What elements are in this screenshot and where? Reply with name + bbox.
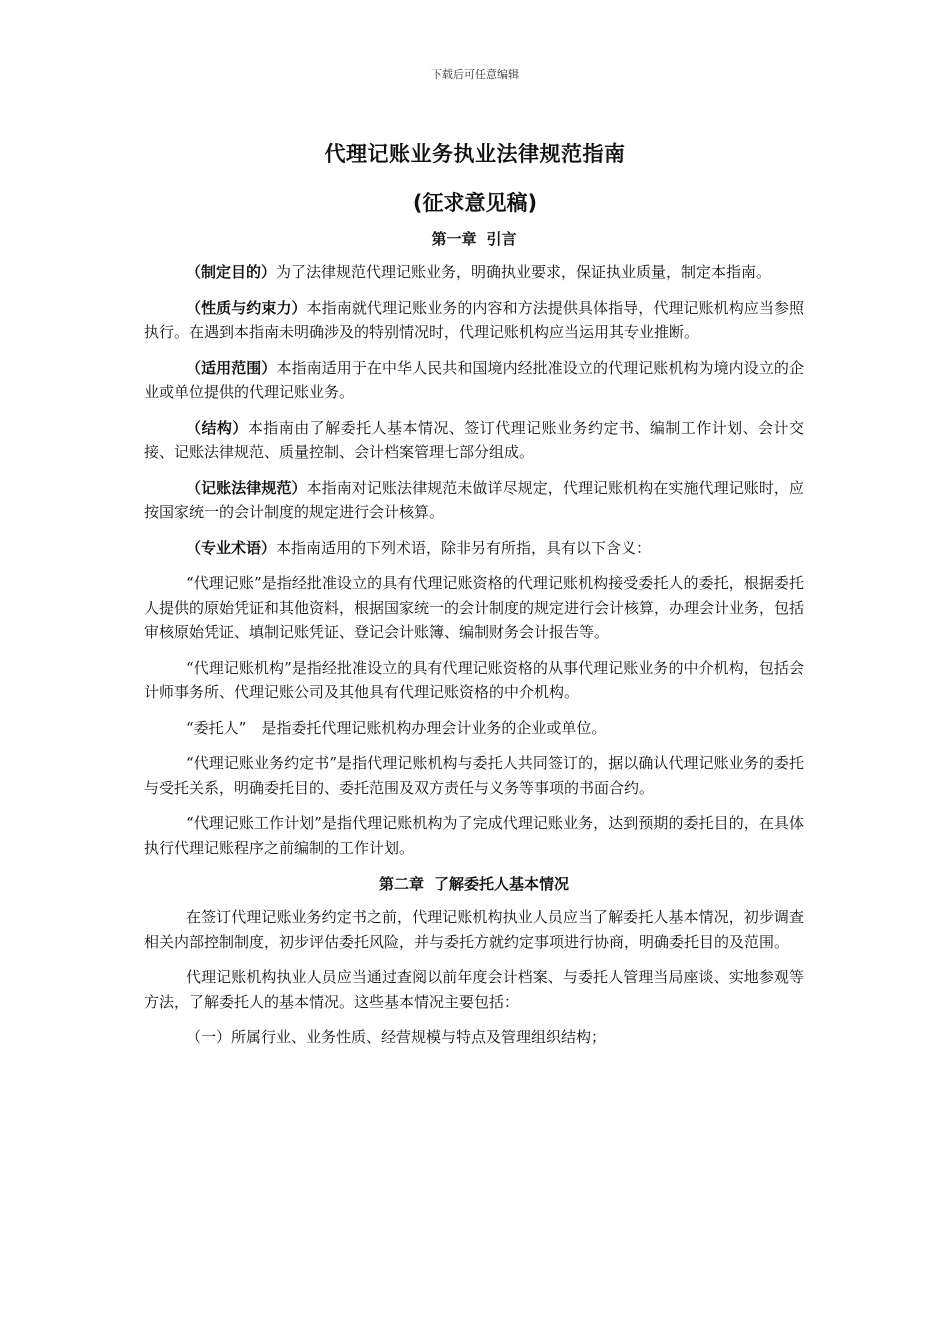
chapter-1-label: 第一章	[431, 230, 477, 248]
paragraph-text: 本指南适用的下列术语，除非另有所指，具有以下含义：	[276, 538, 652, 557]
paragraph-structure	[144, 416, 804, 465]
paragraph-text: “代理记账”是指经批准设立的具有代理记账资格的代理记账机构接受委托人的委托，根据委托人提供的原始凭证和其他资料，根据国家统一的会计制度的规定进行会计核算，办理会计业务，包括审核原始凭证、填制记账凭证、登记会计账簿、编制财务会计报告等。	[144, 574, 805, 641]
paragraph-lead: （性质与约束力）	[186, 298, 307, 317]
paragraph-terms	[144, 536, 804, 561]
definition-bookkeeping	[144, 571, 804, 645]
paragraph-text: 在签订代理记账业务约定书之前，代理记账机构执业人员应当了解委托人基本情况，初步调查相关内部控制制度，初步评估委托风险，并与委托方就约定事项进行协商，明确委托目的及范围。	[144, 908, 804, 951]
header-note: 下载后可任意编辑	[431, 68, 519, 81]
chapter-1-name: 引言	[486, 230, 517, 248]
paragraph-lead: （专业术语）	[186, 538, 277, 557]
paragraph-client-methods	[144, 965, 804, 1014]
paragraph-text: “代理记账业务约定书”是指代理记账机构与委托人共同签订的，据以确认代理记账业务的委托与受托关系，明确委托目的、委托范围及双方责任与义务等事项的书面合约。	[144, 754, 804, 797]
chapter-2-heading	[144, 871, 804, 897]
paragraph-lead: （适用范围）	[186, 358, 277, 377]
paragraph-client-overview	[144, 905, 804, 954]
definition-client	[144, 716, 804, 741]
definition-agency	[144, 656, 804, 705]
paragraph-bookkeeping-rules	[144, 476, 804, 525]
paragraph-lead: （记账法律规范）	[186, 478, 307, 497]
paragraph-text: 本指南对记账法律规范未做详尽规定，代理记账机构在实施代理记账时，应按国家统一的会计制度的规定进行会计核算。	[144, 478, 804, 521]
paragraph-scope	[144, 356, 804, 405]
definition-work-plan	[144, 811, 804, 860]
document-body	[144, 226, 804, 1061]
paragraph-purpose	[144, 260, 804, 285]
paragraph-text: 为了法律规范代理记账业务，明确执业要求，保证执业质量，制定本指南。	[276, 263, 772, 281]
chapter-2-name: 了解委托人基本情况	[434, 875, 570, 893]
paragraph-text: 本指南就代理记账业务的内容和方法提供具体指导，代理记账机构应当参照执行。在遇到本指南未明确涉及的特别情况时，代理记账机构应当运用其专业推断。	[144, 298, 804, 341]
paragraph-lead: （结构）	[186, 418, 248, 437]
definition-engagement-letter	[144, 751, 804, 800]
list-item-1	[144, 1025, 804, 1050]
paragraph-lead: （制定目的）	[186, 263, 277, 281]
chapter-2-label: 第二章	[378, 875, 424, 893]
paragraph-text: 本指南由了解委托人基本情况、签订代理记账业务约定书、编制工作计划、会计交接、记账法律规范、质量控制、会计档案管理七部分组成。	[144, 418, 804, 461]
paragraph-text: 本指南适用于在中华人民共和国境内经批准设立的代理记账机构为境内设立的企业或单位提供的代理记账业务。	[144, 358, 804, 401]
chapter-1-heading	[144, 226, 804, 252]
paragraph-nature	[144, 296, 804, 345]
paragraph-text: “代理记账机构”是指经批准设立的具有代理记账资格的从事代理记账业务的中介机构，包括会计师事务所、代理记账公司及其他具有代理记账资格的中介机构。	[144, 658, 804, 701]
paragraph-text: 代理记账机构执业人员应当通过查阅以前年度会计档案、与委托人管理当局座谈、实地参观等方法，了解委托人的基本情况。这些基本情况主要包括：	[144, 968, 804, 1011]
paragraph-text: “代理记账工作计划”是指代理记账机构为了完成代理记账业务，达到预期的委托目的，在具体执行代理记账程序之前编制的工作计划。	[144, 814, 804, 857]
document-subtitle: (征求意见稿)	[412, 191, 538, 215]
document-title: 代理记账业务执业法律规范指南	[324, 142, 626, 166]
paragraph-text: “委托人” 是指委托代理记账机构办理会计业务的企业或单位。	[186, 718, 607, 737]
paragraph-text: （一）所属行业、业务性质、经营规模与特点及管理组织结构；	[186, 1028, 607, 1046]
